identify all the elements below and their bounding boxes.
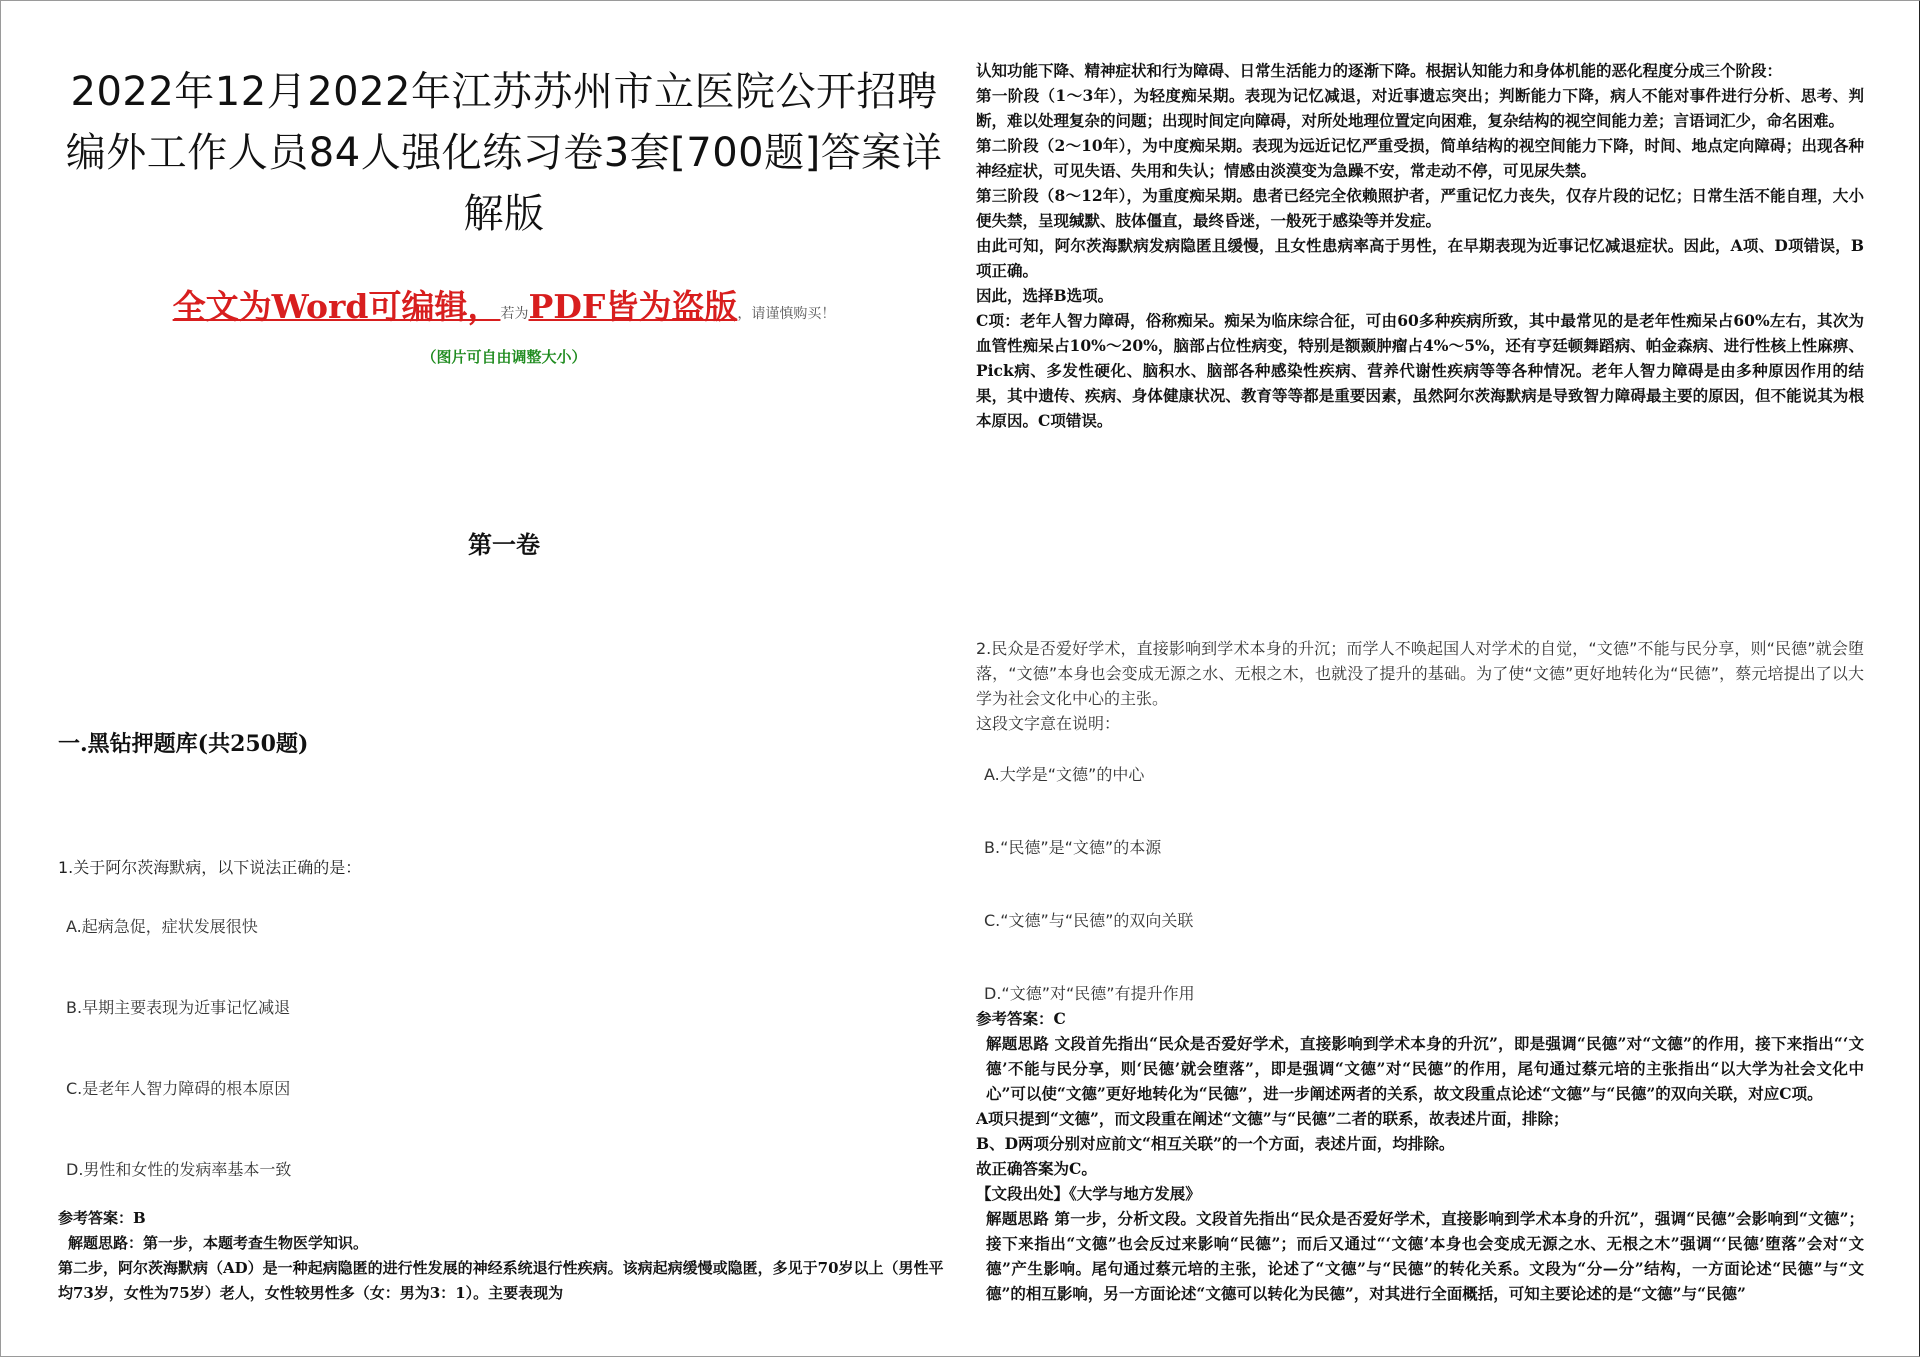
- image-resize-note: （图片可自由调整大小）: [421, 348, 587, 366]
- question-2-explanation-line: B、D两项分别对应前文“相互关联”的一个方面，表述片面，均排除。: [976, 1134, 1455, 1153]
- right-column: [976, 58, 1864, 1303]
- question-1-answer-block: [58, 1206, 948, 1306]
- section-heading: 一.黑钻押题库(共250题): [58, 731, 309, 757]
- question-1-option-c: C.是老年人智力障碍的根本原因: [66, 1079, 291, 1098]
- question-2-answer-block: [976, 1006, 1864, 1306]
- explanation-paragraph: C项：老年人智力障碍，俗称痴呆。痴呆为临床综合征，可由60多种疾病所致，其中最常见的是老年性痴呆占60%左右，其次为血管性痴呆占10%～20%，脑部占位性病变，特别是额颞肿瘤占4%～5%，还有亨廷顿舞蹈病、帕金森病、进行性核上性麻痹、Pick病、多发性硬化、脑积水、脑部各种感染性疾病、营养代谢性疾病等等各种情况。老年人智力障碍是由多种原因作用的结果，其中遗传、疾病、身体健康状况、教育等等都是重要因素，虽然阿尔茨海默病是导致智力障碍最主要的原因，但不能说其为根本原因。C项错误。: [976, 311, 1864, 430]
- question-1-option-b: B.早期主要表现为近事记忆减退: [66, 998, 291, 1017]
- question-2-option-a: A.大学是“文德”的中心: [984, 765, 1145, 784]
- left-column: [54, 62, 954, 1302]
- explanation-paragraph: 第三阶段（8～12年），为重度痴呆期。患者已经完全依赖照护者，严重记忆力丧失，仅存片段的记忆；日常生活不能自理，大小便失禁，呈现缄默、肢体僵直，最终昏迷，一般死于感染等并发症。: [976, 186, 1864, 230]
- question-1-answer: 参考答案：B: [58, 1209, 146, 1227]
- question-2-option-d: D.“文德”对“民德”有提升作用: [984, 984, 1195, 1003]
- question-1-explanation-line: 第二步，阿尔茨海默病（AD）是一种起病隐匿的进行性发展的神经系统退行性疾病。该病起病缓慢或隐匿，多见于70岁以上（男性平均73岁，女性为75岁）老人，女性较男性多（女：男为3：1）。主要表现为: [58, 1259, 944, 1302]
- explanation-paragraph: 第二阶段（2～10年），为中度痴呆期。表现为远近记忆严重受损，简单结构的视空间能力下降，时间、地点定向障碍；出现各种神经症状，可见失语、失用和失认；情感由淡漠变为急躁不安，常走动不停，可见尿失禁。: [976, 136, 1864, 180]
- question-2-option-b: B.“民德”是“文德”的本源: [984, 838, 1162, 857]
- question-2-explanation-line: 解题思路 文段首先指出“民众是否爱好学术，直接影响到学术本身的升沉”，即是强调“民德”对“文德”的作用，接下来指出“‘文德’不能与民分享，则‘民德’就会堕落”，即是强调“文德”对“民德”的作用，尾句通过蔡元培的主张指出“以大学为社会文化中心”可以使“文德”更好地转化为“民德”，进一步阐述两者的关系，故文段重点论述“文德”与“民德”的双向关联，对应C项。: [986, 1034, 1864, 1103]
- question-1-option-d: D.男性和女性的发病率基本一致: [66, 1160, 292, 1179]
- question-2-explanation-line: 故正确答案为C。: [976, 1159, 1097, 1178]
- question-2-option-c: C.“文德”与“民德”的双向关联: [984, 911, 1194, 930]
- pdf-piracy-notice: PDF皆为盗版: [528, 287, 738, 326]
- word-editable-notice: 全文为Word可编辑，: [172, 287, 501, 326]
- explanation-paragraph: 因此，选择B选项。: [976, 286, 1114, 305]
- question-1: [58, 855, 948, 1306]
- copyright-notice: [54, 281, 954, 328]
- question-2-stem: 2.民众是否爱好学术，直接影响到学术本身的升沉；而学人不唤起国人对学术的自觉，“文德”不能与民分享，则“民德”就会堕落，“文德”本身也会变成无源之水、无根之木，也就没了提升的基础。为了使“文德”更好地转化为“民德”，蔡元培提出了以大学为社会文化中心的主张。: [976, 639, 1864, 708]
- question-2: [976, 636, 1864, 1306]
- question-1-explanation-line: 解题思路：第一步，本题考查生物医学知识。: [68, 1234, 369, 1252]
- question-2-prompt: 这段文字意在说明：: [976, 714, 1121, 733]
- volume-heading: 第一卷: [468, 530, 540, 559]
- question-1-explanation-continued: [976, 58, 1864, 433]
- question-1-option-a: A.起病急促，症状发展很快: [66, 917, 258, 936]
- explanation-paragraph: 第一阶段（1～3年），为轻度痴呆期。表现为记忆减退，对近事遗忘突出；判断能力下降，病人不能对事件进行分析、思考、判断，难以处理复杂的问题；出现时间定向障碍，对所处地理位置定向困难，复杂结构的视空间能力差；言语词汇少，命名困难。: [976, 86, 1864, 130]
- notice-small-2: ，请谨慎购买！: [737, 306, 836, 322]
- question-1-stem: 1.关于阿尔茨海默病，以下说法正确的是：: [58, 858, 362, 877]
- question-2-explanation-line: 解题思路 第一步，分析文段。文段首先指出“民众是否爱好学术，直接影响到学术本身的升沉”，强调“民德”会影响到“文德”；接下来指出“文德”也会反过来影响“民德”；而后又通过“‘文德’本身也会变成无源之水、无根之木”强调“‘民德’堕落”会对“文德”产生影响。尾句通过蔡元培的主张，论述了“文德”与“民德”的转化关系。文段为“分—分”结构，一方面论述“民德”与“文德”的相互影响，另一方面论述“文德可以转化为民德”，对其进行全面概括，可知主要论述的是“文德”与“民德”: [986, 1209, 1864, 1303]
- question-2-source: 【文段出处】《大学与地方发展》: [976, 1184, 1201, 1203]
- explanation-paragraph: 认知功能下降、精神症状和行为障碍、日常生活能力的逐渐下降。根据认知能力和身体机能的恶化程度分成三个阶段：: [976, 61, 1783, 80]
- question-2-explanation-line: A项只提到“文德”，而文段重在阐述“文德”与“民德”二者的联系，故表述片面，排除；: [976, 1109, 1569, 1128]
- notice-small-1: 若为: [500, 306, 529, 322]
- explanation-paragraph: 由此可知，阿尔茨海默病发病隐匿且缓慢，且女性患病率高于男性，在早期表现为近事记忆减退症状。因此，A项、D项错误，B项正确。: [976, 236, 1864, 280]
- question-2-answer: 参考答案：C: [976, 1009, 1066, 1028]
- document-title: 2022年12月2022年江苏苏州市立医院公开招聘编外工作人员84人强化练习卷3套[700题]答案详解版: [65, 69, 943, 237]
